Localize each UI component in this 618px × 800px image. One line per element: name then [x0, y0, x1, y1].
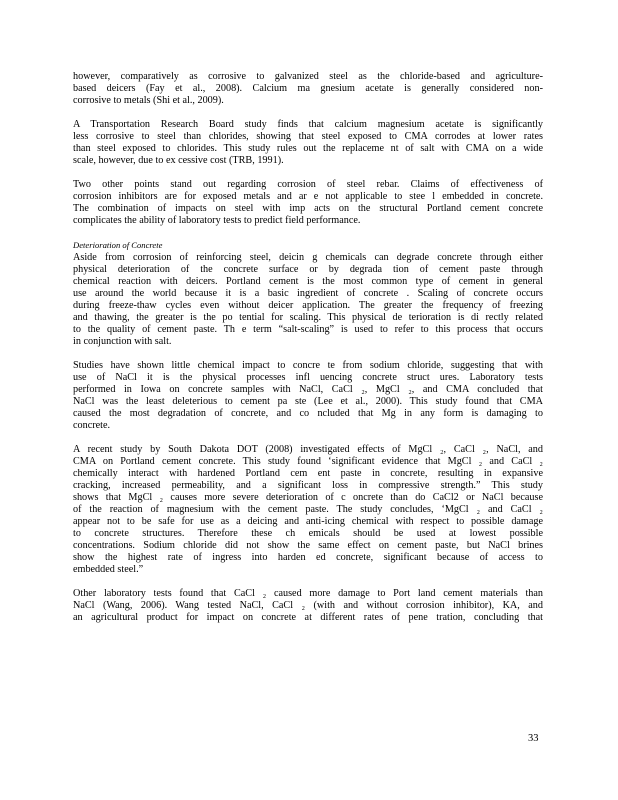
text-line: based deicers (Fay et al., 2008). Calcium ma gnesium acetate is generally considered non- — [73, 83, 543, 94]
text-line: appear not to be safe for use as a deicing and anti-icing chemical with respect to possible damage — [73, 516, 543, 527]
text-line: physical deterioration of the concrete surface or by degrada tion of cement paste through — [73, 264, 543, 275]
text-line: less corrosive to steel than chlorides, showing that steel exposed to CMA corrodes at lower rates — [73, 131, 543, 142]
text-line: The combination of impacts on steel with imp acts on the structural Portland cement concrete — [73, 203, 543, 214]
text-line: to concrete structures. Therefore these ch emicals should be used at lowest possible — [73, 528, 543, 539]
paragraph-3 — [73, 179, 543, 227]
paragraph-7 — [73, 588, 543, 624]
text-line: in conjunction with salt. — [73, 336, 172, 347]
text-line: corrosive to metals (Shi et al., 2009). — [73, 95, 224, 106]
text-line: chemical reaction with deicers. Portland cement is the most common type of cement in general — [73, 276, 543, 287]
text-line: NaCl (Wang, 2006). Wang tested NaCl, CaCl ₂ (with and without corrosion inhibitor), KA, and — [73, 600, 543, 611]
text-line: Other laboratory tests found that CaCl ₂ caused more damage to Port land cement materials than — [73, 588, 543, 599]
text-line: Aside from corrosion of reinforcing steel, deicin g chemicals can degrade concrete through either — [73, 252, 543, 263]
text-line: during freeze-thaw cycles even without deicer application. The greater the frequency of freezing — [73, 300, 543, 311]
text-line: an agricultural product for impact on concrete at different rates of pene tration, concluding that — [73, 612, 543, 623]
text-line: A recent study by South Dakota DOT (2008) investigated effects of MgCl ₂, CaCl ₂, NaCl, and — [73, 444, 543, 455]
text-line: CMA on Portland cement concrete. This study found ‘significant evidence that MgCl ₂ and CaCl ₂ — [73, 456, 543, 467]
text-line: concentrations. Sodium chloride did not show the same effect on cement paste, but NaCl brines — [73, 540, 543, 551]
text-line: Studies have shown little chemical impact to concre te from sodium chloride, suggesting that with — [73, 360, 543, 371]
paragraph-6 — [73, 444, 543, 576]
text-line: A Transportation Research Board study finds that calcium magnesium acetate is significantly — [73, 119, 543, 130]
paragraph-4 — [73, 239, 543, 348]
text-line: than steel exposed to chlorides. This study rules out the replaceme nt of salt with CMA on a wide — [73, 143, 543, 154]
text-line: and thawing, the greater is the po tential for scaling. This physical de terioration is di rectly related — [73, 312, 543, 323]
text-line: show the highest rate of ingress into harden ed concrete, significant because of access to — [73, 552, 543, 563]
text-line: use of NaCl it is the physical processes infl uencing concrete struct ures. Laboratory tests — [73, 372, 543, 383]
text-line: caused the most degradation of concrete, and co ncluded that Mg in any form is damaging to — [73, 408, 543, 419]
text-line: however, comparatively as corrosive to galvanized steel as the chloride-based and agriculture- — [73, 71, 543, 82]
text-line: NaCl was the least deleterious to cement pa ste (Lee et al., 2000). This study found that CMA — [73, 396, 543, 407]
text-line: shows that MgCl ₂ causes more severe deterioration of c oncrete than do CaCl2 or NaCl because — [73, 492, 543, 503]
text-line: performed in Iowa on concrete samples with NaCl, CaCl ₂, MgCl ₂, and CMA concluded that — [73, 384, 543, 395]
text-line: corrosion inhibitors are for exposed metals and ar e not applicable to stee l embedded in concrete. — [73, 191, 543, 202]
text-line: Two other points stand out regarding corrosion of steel rebar. Claims of effectiveness of — [73, 179, 543, 190]
text-line: scale, however, due to ex cessive cost (TRB, 1991). — [73, 155, 284, 166]
text-line: complicates the ability of laboratory tests to predict field performance. — [73, 215, 361, 226]
paragraph-5 — [73, 360, 543, 432]
document-page — [73, 71, 543, 636]
text-line: to the quality of cement paste. Th e term “salt-scaling” is used to refer to this process that occurs — [73, 324, 543, 335]
text-line: use around the world because it is a basic ingredient of concrete . Scaling of concrete occurs — [73, 288, 543, 299]
text-line: of the reaction of magnesium with the cement paste. The study concludes, ‘MgCl ₂ and CaCl ₂ — [73, 504, 543, 515]
section-heading: Deterioration of Concrete — [73, 240, 163, 250]
paragraph-2 — [73, 119, 543, 167]
text-line: cracking, increased permeability, and a significant loss in compressive strength.” This study — [73, 480, 543, 491]
page-number: 33 — [528, 733, 539, 744]
text-line: embedded steel.” — [73, 564, 144, 575]
text-line: chemically interact with hardened Portland cem ent paste in concrete, resulting in expansive — [73, 468, 543, 479]
paragraph-1 — [73, 71, 543, 107]
text-line: concrete. — [73, 420, 111, 431]
